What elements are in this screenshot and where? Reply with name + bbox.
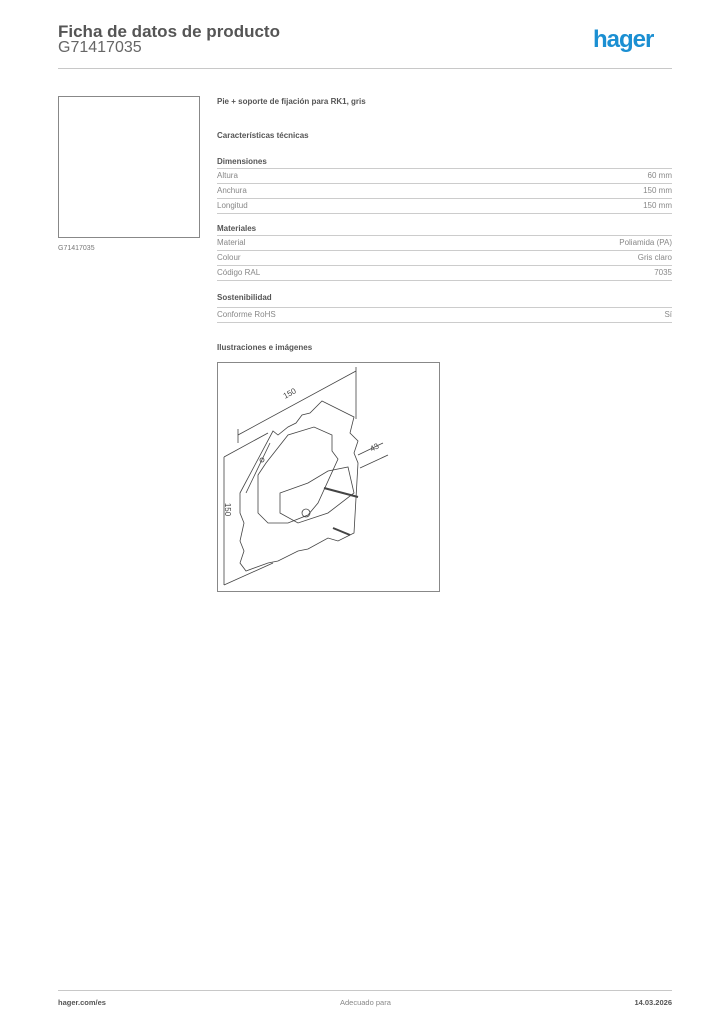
dim-width-label: 150 xyxy=(281,386,298,401)
row-label: Material xyxy=(217,238,246,247)
footer-date: 14.03.2026 xyxy=(634,998,672,1007)
row-label: Longitud xyxy=(217,201,248,210)
header-divider xyxy=(58,68,672,69)
section-materiales xyxy=(217,224,672,281)
row-label: Código RAL xyxy=(217,268,261,277)
section-sostenibilidad xyxy=(217,293,672,323)
table-row xyxy=(217,184,672,199)
hager-logo: hager xyxy=(593,26,654,53)
table-row xyxy=(217,236,672,251)
row-label: Colour xyxy=(217,253,241,262)
bracket-drawing xyxy=(218,363,439,591)
row-value: 150 mm xyxy=(643,201,672,210)
table-row xyxy=(217,266,672,281)
row-label: Altura xyxy=(217,171,238,180)
table-row xyxy=(217,251,672,266)
tech-heading: Características técnicas xyxy=(217,131,309,140)
footer-divider xyxy=(58,990,672,991)
page-title: Ficha de datos de producto xyxy=(58,22,280,41)
row-value: 7035 xyxy=(654,268,672,277)
dim-height-label: 150 xyxy=(223,502,233,517)
section-title: Materiales xyxy=(217,224,672,236)
dim-depth-label: 43 xyxy=(368,441,381,454)
table-row xyxy=(217,169,672,184)
product-description: Pie + soporte de fijación para RK1, gris xyxy=(217,97,366,106)
row-value: Gris claro xyxy=(637,253,672,262)
row-value: 60 mm xyxy=(647,171,672,180)
row-value: Sí xyxy=(664,310,672,319)
section-title: Dimensiones xyxy=(217,157,672,169)
section-dimensiones xyxy=(217,157,672,214)
product-image xyxy=(58,96,200,238)
row-value: Poliamida (PA) xyxy=(619,238,672,247)
footer-center: Adecuado para xyxy=(340,998,391,1007)
product-image-caption: G71417035 xyxy=(58,245,95,252)
footer-website[interactable]: hager.com/es xyxy=(58,998,106,1007)
table-row xyxy=(217,308,672,323)
row-value: 150 mm xyxy=(643,186,672,195)
product-number: G71417035 xyxy=(58,39,142,56)
table-row xyxy=(217,199,672,214)
row-label: Conforme RoHS xyxy=(217,310,276,319)
section-title: Sostenibilidad xyxy=(217,293,672,308)
dimension-drawing xyxy=(217,362,440,592)
illustrations-heading: Ilustraciones e imágenes xyxy=(217,343,313,352)
row-label: Anchura xyxy=(217,186,247,195)
